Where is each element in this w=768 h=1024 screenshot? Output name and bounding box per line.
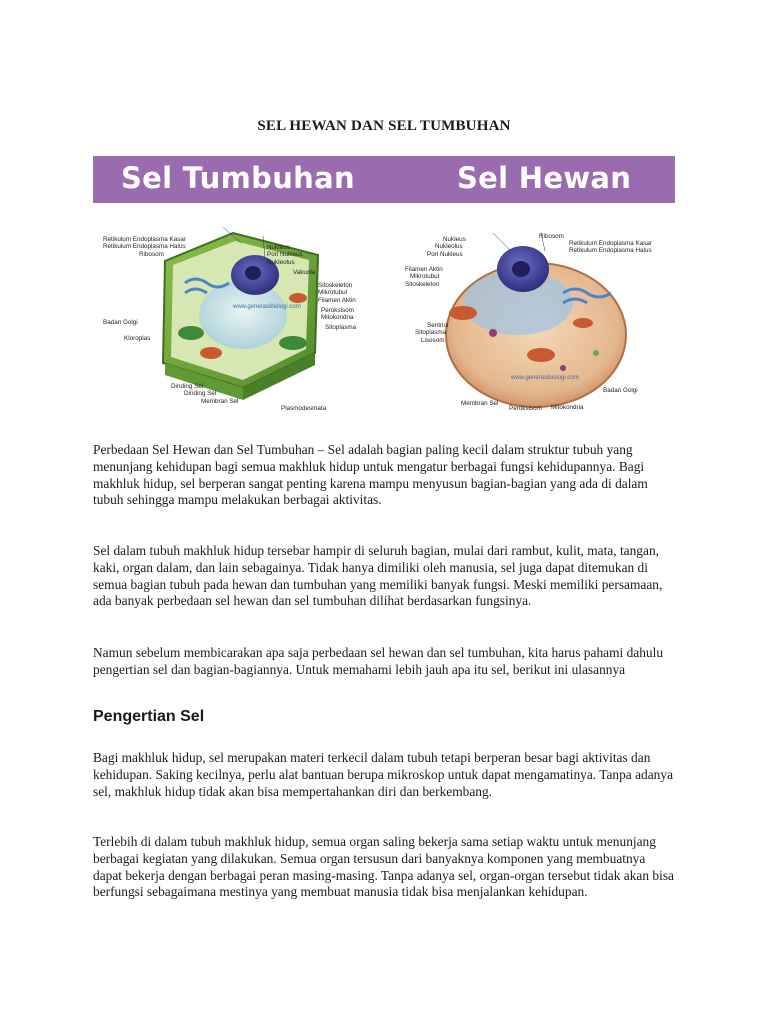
label-rek-kasar: Retikulum Endoplasma Kasar (103, 236, 186, 243)
plant-labels-right-low (321, 307, 354, 322)
label-a-sitoskeleton: Sitoskeleton (405, 280, 440, 288)
label-a-nukleolus: Nukleolus (435, 243, 463, 251)
label-mitokondria: Mitokondria (321, 314, 354, 322)
plant-watermark: www.generasibiologi.com (233, 304, 301, 310)
plant-labels-right-mid (318, 282, 356, 304)
paragraph-distribution: Sel dalam tubuh makhluk hidup tersebar hampir di seluruh bagian, mulai dari rambut, kulit, mata, tangan, kaki, organ dalam, dan lain sebagainya. Tidak hanya dimiliki oleh manusia, sel juga dapat ditemukan di semua bagian tubuh pada hewan dan tumbuhan yang memiliki banyak fungsi. Meski memiliki persamaan, ada banyak perbedaan sel hewan dan sel tumbuhan dilihat berdasarkan fungsinya. (93, 543, 663, 609)
label-a-membran-sel: Membran Sel (461, 400, 499, 407)
paragraph-organs: Terlebih di dalam tubuh makhluk hidup, semua organ saling bekerja sama setiap waktu untuk menunjang berbagai kegiatan yang dilakukan. Semua organ tersusun dari banyaknya komponen yang membuatnya dapat bekerja dengan berbagai peran masing-masing. Tanpa adanya sel, organ-organ tersebut tidak akan bisa berfungsi sebagaimana mestinya yang membuat manusia tidak bisa menjalankan kehidupan. (93, 834, 674, 900)
section-heading: Pengertian Sel (93, 708, 205, 725)
label-a-ribosom: Ribosom (539, 233, 564, 240)
paragraph-definition: Bagi makhluk hidup, sel merupakan materi terkecil dalam tubuh tetapi berperan besar bagi aktivitas dan kehidupan. Saking kecilnya, perlu alat bantuan berupa mikroskop untuk dapat mengamatinya. Tanpa adanya sel, makhluk hidup tidak akan bisa mempertahankan diri dan berkembang. (93, 750, 674, 799)
animal-labels-left-low (415, 322, 448, 344)
label-a-rek-kasar: Retikulum Endoplasma Kasar (569, 240, 652, 247)
label-dinding-sel-2: Dinding Sel (184, 390, 217, 398)
label-nukleus: Nukleus (267, 244, 290, 251)
label-sitoskeleton: Sitoskeleton (318, 282, 353, 289)
plant-labels-left (103, 236, 186, 258)
label-vakuola: Vakuola (293, 269, 316, 276)
label-dinding-sel-1: Dinding Sel (171, 383, 204, 390)
label-kloroplas: Kloroplas (124, 335, 151, 342)
label-filamen-aktin: Filamen Aktin (318, 296, 356, 304)
label-a-badan-golgi: Badan Golgi (603, 387, 638, 394)
label-a-sentriol: Sentriol (427, 322, 449, 329)
label-a-nukleus: Nukleus (443, 236, 466, 243)
label-badan-golgi-plant: Badan Golgi (103, 319, 138, 326)
label-rek-halus: Retikulum Endoplasma Halus (103, 243, 186, 251)
cell-comparison-figure (93, 156, 675, 428)
plant-labels-right-top (267, 244, 303, 266)
figure-banner (93, 156, 675, 203)
animal-cell-drawing (446, 233, 626, 407)
plant-labels-bottom-left (171, 383, 238, 405)
animal-cell-banner-label: Sel Hewan (457, 161, 632, 195)
label-a-mikrotubul: Mikrotubul (410, 273, 440, 281)
label-plasmodesmata: Plasmodesmata (281, 405, 327, 412)
label-peroksisom: Peroksisom (321, 307, 354, 314)
label-a-filamen-aktin: Filamen Aktin (405, 266, 443, 273)
label-membran-sel-plant: Membran Sel (201, 397, 239, 405)
label-a-rek-halus: Retikulum Endoplasma Halus (569, 247, 652, 255)
label-a-mitokondria: Mitokondria (551, 404, 584, 411)
label-a-lisosom: Lisosom (421, 336, 445, 344)
label-ribosom: Ribosom (139, 250, 164, 258)
plant-cell-banner-label: Sel Tumbuhan (121, 161, 355, 195)
paragraph-intro: Perbedaan Sel Hewan dan Sel Tumbuhan – Sel adalah bagian paling kecil dalam struktur tubuh yang menunjang kehidupan bagi semua makhluk hidup untuk mengatur berbagai fungsi kehidupannya. Bagi makhluk hidup, sel berperan sangat penting karena mampu menyusun bagian-bagian yang ada di dalam tubuh sehingga mampu melakukan berbagai aktivitas. (93, 442, 648, 508)
label-a-sitoplasma: Sitoplasma (415, 329, 447, 337)
paragraph-transition: Namun sebelum membicarakan apa saja perbedaan sel hewan dan sel tumbuhan, kita harus pahami dahulu pengertian sel dan bagian-bagiannya. Untuk memahami lebih jauh apa itu sel, berikut ini ulasannya (93, 645, 664, 677)
label-nukleolus: Nukleolus (267, 258, 295, 266)
animal-labels-top-right (569, 240, 652, 255)
animal-labels-left (405, 266, 443, 288)
label-mikrotubul: Mikrotubul (318, 289, 348, 297)
page-title: SEL HEWAN DAN SEL TUMBUHAN (257, 118, 511, 134)
animal-labels-top (427, 236, 466, 258)
animal-watermark: www.generasibiologi.com (511, 375, 579, 381)
label-a-peroksisom: Peroksisom (509, 405, 542, 412)
label-pori-nukleus: Pori Nukleus (267, 251, 303, 259)
label-a-pori-nukleus: Pori Nukleus (427, 250, 463, 258)
label-sitoplasma: Sitoplasma (325, 324, 357, 331)
